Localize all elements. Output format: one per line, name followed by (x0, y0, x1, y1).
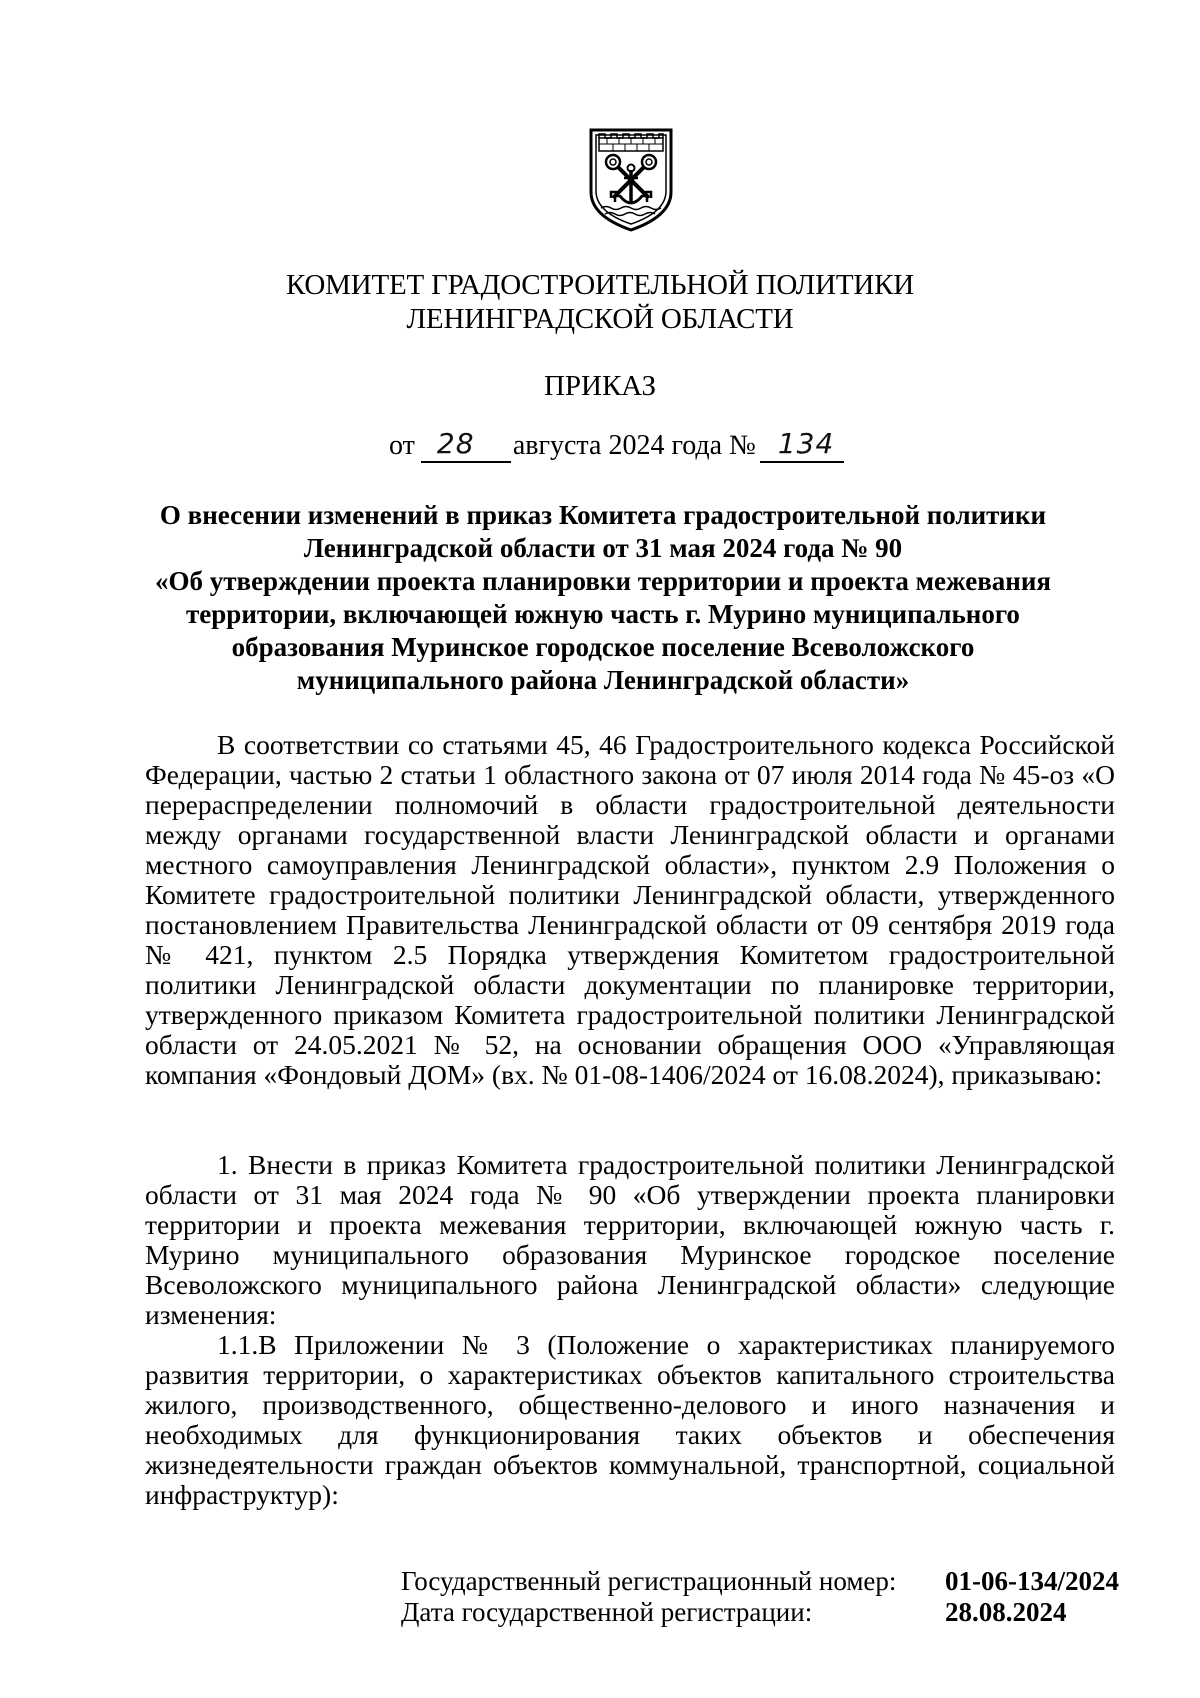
title-line: «Об утверждении проекта планировки территории и проекта межевания (154, 566, 1052, 596)
body-paragraph-item-1: 1. Внести в приказ Комитета градостроительной политики Ленинградской области от 31 мая 2024 года № 90 «Об утверждении проекта планировки территории и проекта межевания территории, включающей южную часть г. Мурино муниципального образования Муринское городское поселение Всеволожского муниципального района Ленинградской области» следующие изменения: (145, 1149, 1115, 1330)
title-line: образования Муринское городское поселение Всеволожского (231, 632, 975, 662)
title-line: территории, включающей южную часть г. Мурино муниципального (186, 599, 1020, 629)
registration-number-label: Государственный регистрационный номер: (401, 1566, 897, 1596)
registration-date-label: Дата государственной регистрации: (401, 1597, 813, 1627)
body-paragraph-item-1-1: 1.1.В Приложении № 3 (Положение о характеристиках планируемого развития территории, о характеристиках объектов капитального строительства жилого, производственного, общественно-делового и иного назначения и необходимых для функционирования таких объектов и обеспечения жизнедеятельности граждан объектов коммунальной, транспортной, социальной инфраструктур): (145, 1329, 1115, 1510)
organization-name-line2: ЛЕНИНГРАДСКОЙ ОБЛАСТИ (406, 303, 794, 335)
organization-name-line1: КОМИТЕТ ГРАДОСТРОИТЕЛЬНОЙ ПОЛИТИКИ (286, 269, 914, 301)
title-line: Ленинградской области от 31 мая 2024 года № 90 (303, 533, 903, 563)
day-field (421, 427, 511, 463)
document-type: ПРИКАЗ (543, 370, 657, 402)
number-field (760, 427, 844, 463)
document-title (150, 499, 1056, 697)
registration-date-value: 28.08.2024 (945, 1597, 1067, 1627)
date-prefix: от (389, 430, 415, 461)
handwritten-number: 134 (777, 427, 835, 460)
month-year-text: августа 2024 года № (512, 430, 756, 461)
title-line: муниципального района Ленинградской области» (296, 665, 910, 695)
date-line (389, 429, 844, 463)
leningrad-oblast-coat-of-arms-icon (587, 126, 675, 234)
handwritten-day: 28 (436, 427, 475, 460)
title-line: О внесении изменений в приказ Комитета градостроительной политики (159, 500, 1047, 530)
registration-number-value: 01-06-134/2024 (945, 1566, 1119, 1596)
body-paragraph-preamble: В соответствии со статьями 45, 46 Градостроительного кодекса Российской Федерации, частью 2 статьи 1 областного закона от 07 июля 2014 года № 45-оз «О перераспределении полномочий в области градостроительной деятельности между органами государственной власти Ленинградской области и органами местного самоуправления Ленинградской области», пунктом 2.9 Положения о Комитете градостроительной политики Ленинградской области, утвержденного постановлением Правительства Ленинградской области от 09 сентября 2019 года № 421, пунктом 2.5 Порядка утверждения Комитетом градостроительной политики Ленинградской области документации по планировке территории, утвержденного приказом Комитета градостроительной политики Ленинградской области от 24.05.2021 № 52, на основании обращения ООО «Управляющая компания «Фондовый ДОМ» (вх. № 01-08-1406/2024 от 16.08.2024), приказываю: (145, 729, 1115, 1090)
